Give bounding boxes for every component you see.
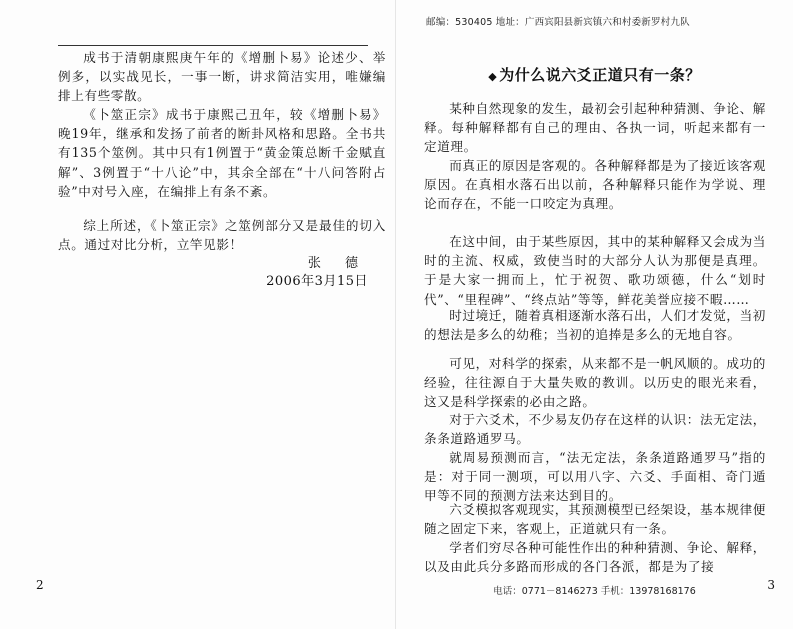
top-divider (58, 45, 368, 46)
left-paragraph-3: 综上所述，《卜筮正宗》之筮例部分又是最佳的切入点。通过对比分析，立竿见影！ (58, 218, 386, 253)
signature-name: 张 德 (307, 256, 368, 271)
right-paragraph-7: 就周易预测而言，“法无定法，条条道路通罗马”指的是：对于同一测项，可以用八字、六爻、手面相、奇门遁甲等不同的预测方法来达到目的。 (424, 450, 766, 504)
page-number-left: 2 (36, 578, 44, 592)
right-paragraph-4: 时过境迁，随着真相逐渐水落石出，人们才发觉，当初的想法是多么的幼稚；当初的追捧是多么的无地自容。 (424, 308, 766, 343)
article-title-text: 为什么说六爻正道只有一条？ (499, 66, 701, 84)
page-footer: 电话：0771－8146273 手机：13978168176 (493, 586, 696, 597)
left-paragraph-2: 《卜筮正宗》成书于康熙己丑年，较《增删卜易》晚19年，继承和发扬了前者的断卦风格和思路。全书共有135个筮例。其中只有1例置于“黄金策总断千金赋直解”、3例置于“十八论”中，其余全部在“十八问答附占验”中对号入座，在编排上有条不紊。 (58, 107, 386, 199)
right-page (396, 0, 793, 629)
signature-date: 2006年3月15日 (266, 274, 368, 289)
right-paragraph-8: 六爻模拟客观现实，其预测模型已经架设，基本规律便随之固定下来，客观上，正道就只有一条。 (424, 502, 766, 537)
right-paragraph-5: 可见，对科学的探索，从来都不是一帆风顺的。成功的经验，往往源自于大量失败的教训。以历史的眼光来看，这又是科学探索的必由之路。 (424, 356, 766, 410)
diamond-bullet-icon: ◆ (488, 70, 498, 83)
left-paragraph-1: 成书于清朝康熙庚午年的《增删卜易》论述少、举例多，以实战见长，一事一断，讲求简洁实用，唯嫌编排上有些零散。 (58, 50, 386, 104)
right-paragraph-1: 某种自然现象的发生，最初会引起种种猜测、争论、解释。每种解释都有自己的理由、各执一词，听起来都有一定道理。 (424, 101, 766, 155)
left-page (0, 0, 396, 629)
right-paragraph-6: 对于六爻术，不少易友仍存在这样的认识：法无定法，条条道路通罗马。 (424, 412, 766, 447)
article-title (396, 64, 793, 85)
right-paragraph-9: 学者们穷尽各种可能性作出的种种猜测、争论、解释，以及由此兵分多路而形成的各门各派，都是为了接 (424, 540, 766, 575)
page-header: 邮编：530405 地址：广西宾阳县新宾镇六和村委新罗村九队 (426, 17, 690, 28)
right-paragraph-2: 而真正的原因是客观的。各种解释都是为了接近该客观原因。在真相水落石出以前，各种解释只能作为学说、理论而存在，不能一口咬定为真理。 (424, 158, 766, 212)
page-number-right: 3 (767, 578, 775, 592)
right-paragraph-3: 在这中间，由于某些原因，其中的某种解释又会成为当时的主流、权威，致使当时的大部分人认为那便是真理。于是大家一拥而上，忙于祝贺、歌功颂德，什么“划时代”、“里程碑”、“终点站”等等，鲜花美誉应接不暇…… (424, 234, 766, 307)
